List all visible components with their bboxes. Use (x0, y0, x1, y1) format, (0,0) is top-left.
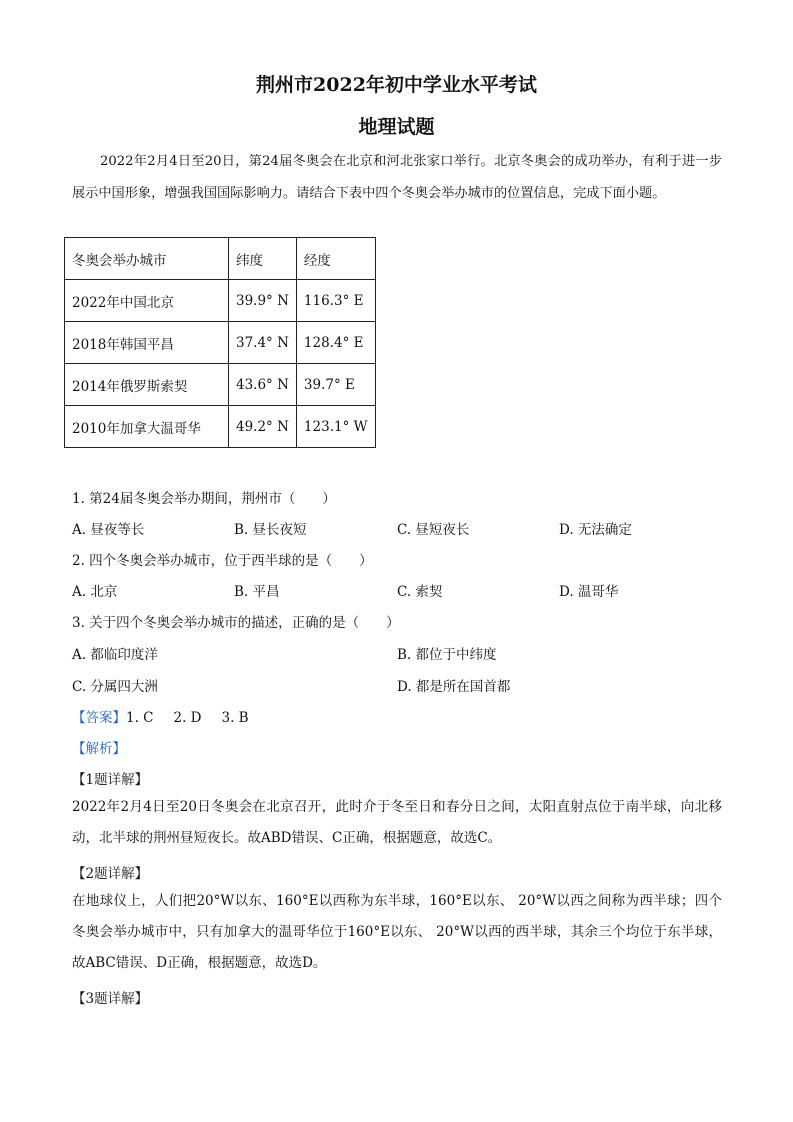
question-2-option-a: A. 北京 (72, 584, 118, 600)
olympic-cities-table (64, 237, 376, 448)
table-header-row (65, 238, 376, 280)
question-1-option-b: B. 昼长夜短 (234, 522, 307, 538)
question-2-option-c: C. 索契 (397, 584, 443, 600)
table-cell: 2022年中国北京 (65, 280, 229, 322)
table-row (65, 280, 376, 322)
detail-2-heading: 【2题详解】 (72, 866, 149, 882)
table-row (65, 364, 376, 406)
detail-1-text: 2022年2月4日至20日冬奥会在北京召开，此时介于冬至日和春分日之间，太阳直射点位于南半球，向北移动，北半球的荆州昼短夜长。故ABD错误、C正确，根据题意，故选C。 (72, 799, 722, 846)
table-cell: 128.4° E (296, 322, 375, 364)
table-cell: 37.4° N (229, 322, 297, 364)
table-cell: 39.9° N (229, 280, 297, 322)
answer-item: 2. D (173, 710, 202, 726)
table-cell: 49.2° N (229, 406, 297, 448)
question-2-option-d: D. 温哥华 (559, 584, 619, 600)
table-cell: 43.6° N (229, 364, 297, 406)
table-cell: 2010年加拿大温哥华 (65, 406, 229, 448)
page-subtitle: 地理试题 (358, 116, 435, 138)
table-row (65, 406, 376, 448)
question-2-option-b: B. 平昌 (234, 584, 280, 600)
table-cell: 116.3° E (296, 280, 375, 322)
page-title: 荆州市2022年初中学业水平考试 (256, 74, 537, 96)
intro-paragraph: 2022年2月4日至20日，第24届冬奥会在北京和河北张家口举行。北京冬奥会的成功举办，有利于进一步展示中国形象，增强我国国际影响力。请结合下表中四个冬奥会举办城市的位置信息，完成下面小题。 (72, 154, 722, 201)
question-3-option-c: C. 分属四大洲 (72, 679, 158, 695)
detail-3-heading: 【3题详解】 (72, 991, 149, 1007)
table-cell: 39.7° E (296, 364, 375, 406)
table-header-cell: 经度 (296, 238, 375, 280)
table-header-cell: 冬奥会举办城市 (65, 238, 229, 280)
answer-line (72, 706, 249, 726)
question-3-option-d: D. 都是所在国首都 (397, 679, 511, 695)
table-cell: 2014年俄罗斯索契 (65, 364, 229, 406)
detail-1-heading: 【1题详解】 (72, 772, 149, 788)
detail-2-text: 在地球仪上，人们把20°W以东、160°E以西称为东半球，160°E以东、 20°W以西之间称为西半球；四个冬奥会举办城市中，只有加拿大的温哥华位于160°E以东、 20°W以西的西半球，其余三个均位于东半球，故ABC错误、D正确，根据题意，故选D。 (72, 893, 722, 971)
answer-item: 1. C (126, 710, 154, 726)
question-1-option-c: C. 昼短夜长 (397, 522, 470, 538)
question-1-option-d: D. 无法确定 (559, 522, 632, 538)
question-3-option-b: B. 都位于中纬度 (397, 647, 497, 663)
question-2-stem: 2. 四个冬奥会举办城市，位于西半球的是（ ） (72, 553, 373, 569)
table-cell: 123.1° W (296, 406, 375, 448)
question-1-stem: 1. 第24届冬奥会举办期间，荆州市（ ） (72, 491, 336, 507)
table-cell: 2018年韩国平昌 (65, 322, 229, 364)
table-row (65, 322, 376, 364)
table-header-cell: 纬度 (229, 238, 297, 280)
question-3-stem: 3. 关于四个冬奥会举办城市的描述，正确的是（ ） (72, 615, 400, 631)
analysis-tag: 【解析】 (72, 741, 126, 757)
answer-tag: 【答案】 (72, 710, 126, 726)
question-3-option-a: A. 都临印度洋 (72, 647, 158, 663)
question-1-option-a: A. 昼夜等长 (72, 522, 145, 538)
answer-item: 3. B (221, 710, 249, 726)
